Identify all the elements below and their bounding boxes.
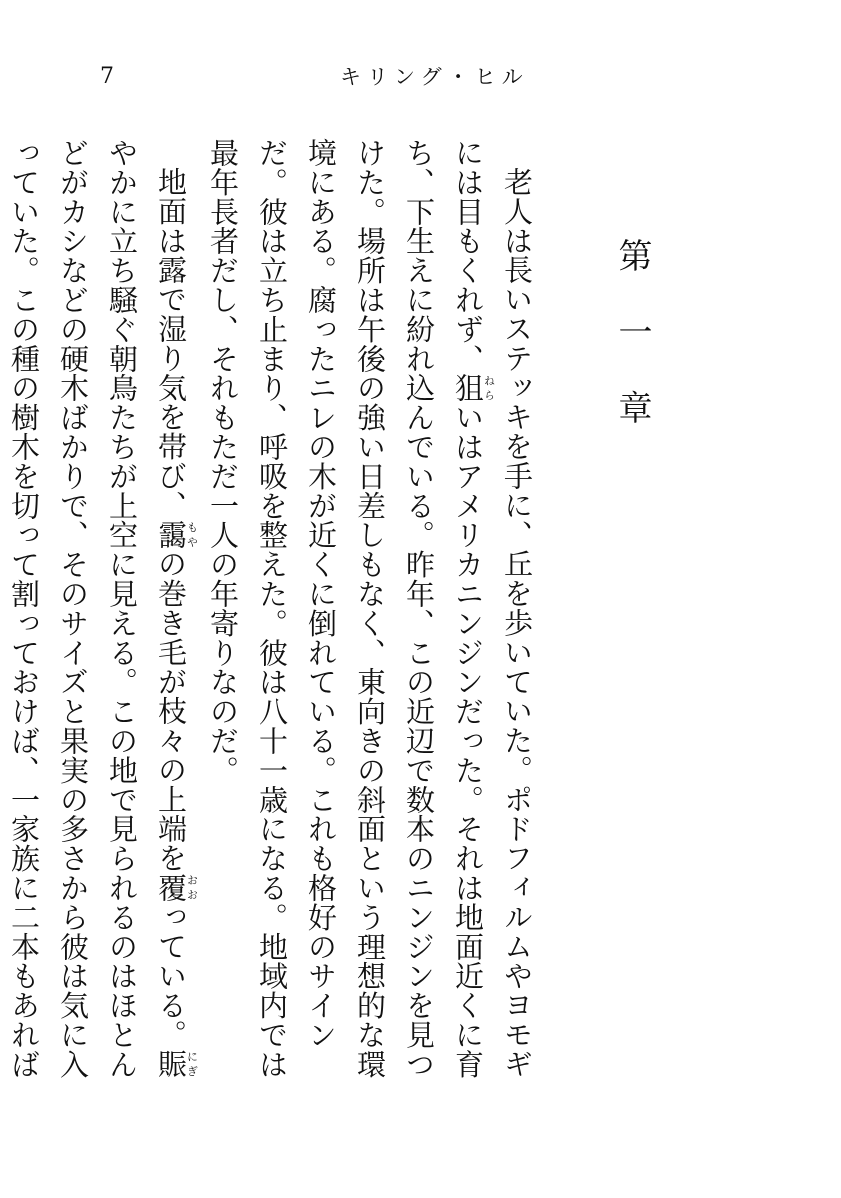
running-header: キリング・ヒル xyxy=(340,65,529,89)
furigana xyxy=(154,519,199,550)
text-run: いはアメリカニンジンだった。それは地面近くに育ち、下生えに紛れ込んでいる。昨年、この近辺で数本のニンジンを見つけた。場所は午後の強い日差しもなく、東向きの斜面という理想的な環境にある。腐ったニレの木が近くに倒れている。これも格好のサインだ。彼は立ち止まり、呼吸を整えた。彼は八十一歳になる。地域内では最年長者だし、それもただ一人の年寄りなのだ。 xyxy=(206,138,485,1079)
text-run: 地面は露で湿り気を帯び、 xyxy=(154,167,188,520)
ruby-base: 覆 xyxy=(154,872,188,903)
ruby-reading: にぎ xyxy=(185,1049,199,1079)
text-run: 老人は長いステッキを手に、丘を歩いていた。ポドフィルムやヨモギには目もくれず、 xyxy=(451,138,534,1079)
text-run: やかに立ち騒ぐ朝鳥たちが上空に見える。この地で見られるのはほとんどがカシなどの硬木ばかりで、そのサイズと果実の多さから彼は気に入っていた。この種の樹木を切って割っておけば、一家族に二本もあれば xyxy=(7,138,139,1079)
ruby-reading: もや xyxy=(185,519,199,550)
ruby-base: 賑 xyxy=(154,1049,188,1079)
ruby-reading: ねら xyxy=(482,373,496,403)
page-number: 7 xyxy=(100,64,114,89)
paragraph xyxy=(0,138,198,1098)
furigana xyxy=(154,872,199,903)
text-run: の巻き毛が枝々の上端を xyxy=(154,549,188,873)
chapter-title: 第一章 xyxy=(612,238,652,466)
text-run: っている。 xyxy=(154,902,188,1050)
paragraph xyxy=(198,138,541,1098)
furigana xyxy=(154,1049,199,1079)
ruby-reading: おお xyxy=(185,872,199,903)
ruby-base: 靄 xyxy=(154,519,188,550)
furigana xyxy=(451,373,496,403)
ruby-base: 狙 xyxy=(451,373,485,403)
body-text xyxy=(0,138,541,1098)
